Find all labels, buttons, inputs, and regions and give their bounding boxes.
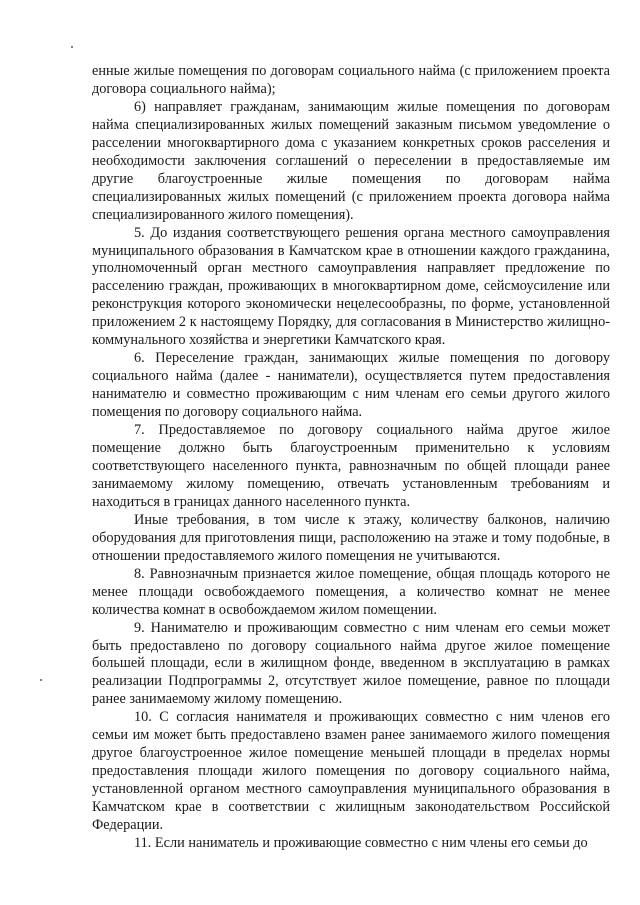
document-body [92, 63, 610, 853]
paragraph-item-6: 6) направляет гражданам, занимающим жилые помещения по договорам найма специализированных жилых помещений заказным письмом уведомление о расселении многоквартирного дома с указанием конкретных сроков расселения и необходимости заключения соглашений о переселении в предоставляемые им другие благоустроенные жилые помещения по договорам найма специализированных жилых помещений (с приложением проекта договора найма специализированного жилого помещения). [92, 98, 610, 223]
scan-speck [71, 46, 73, 48]
paragraph-8: 8. Равнозначным признается жилое помещение, общая площадь которого не менее площади освобождаемого помещения, а количество комнат не менее количества комнат в освобождаемом жилом помещении. [92, 565, 610, 618]
paragraph-6: 6. Переселение граждан, занимающих жилые помещения по договору социального найма (далее - наниматели), осуществляется путем предоставления нанимателю и совместно проживающим с ним членам его семьи другого жилого помещения по договору социального найма. [92, 350, 610, 421]
paragraph-9: 9. Нанимателю и проживающим совместно с ним членам его семьи может быть предоставлено по договору социального найма другое жилое помещение большей площади, если в жилищном фонде, введенном в эксплуатацию в рамках реализации Подпрограммы 2, отсутствует жилое помещение, равное по площади ранее занимаемому жилому помещению. [92, 619, 610, 708]
paragraph-10: 10. С согласия нанимателя и проживающих совместно с ним членов его семьи им может быть предоставлено взамен ранее занимаемого жилого помещения другое благоустроенное жилое помещение меньшей площади в пределах нормы предоставления площади жилого помещения по договору социального найма, установленной органом местного самоуправления муниципального образования в Камчатском крае в соответствии с жилищным законодательством Российской Федерации. [92, 709, 610, 834]
paragraph-11: 11. Если наниматель и проживающие совместно с ним члены его семьи до [134, 834, 588, 851]
paragraph-7: 7. Предоставляемое по договору социального найма другое жилое помещение должно быть благоустроенным применительно к условиям соответствующего населенного пункта, равнозначным по общей площади ранее занимаемому жилому помещению, отвечать установленным требованиям и находиться в границах данного населенного пункта. [92, 422, 610, 510]
paragraph-7-other-requirements: Иные требования, в том числе к этажу, количеству балконов, наличию оборудования для приготовления пищи, расположению на этаже и тому подобные, в отношении предоставляемого жилого помещения не учитываются. [92, 511, 610, 564]
paragraph-continuation: енные жилые помещения по договорам социального найма (с приложением проекта договора социального найма); [92, 63, 610, 97]
scan-speck [40, 679, 42, 681]
paragraph-5: 5. До издания соответствующего решения органа местного самоуправления муниципального образования в Камчатском крае в отношении каждого гражданина, уполномоченный орган местного самоуправления направляет предложение по расселению граждан, проживающих в многоквартирном доме, сейсмоусиление или реконструкция которого экономически нецелесообразны, по форме, установленной приложением 2 к настоящему Порядку, для согласования в Министерство жилищно-коммунального хозяйства и энергетики Камчатского края. [92, 224, 610, 349]
